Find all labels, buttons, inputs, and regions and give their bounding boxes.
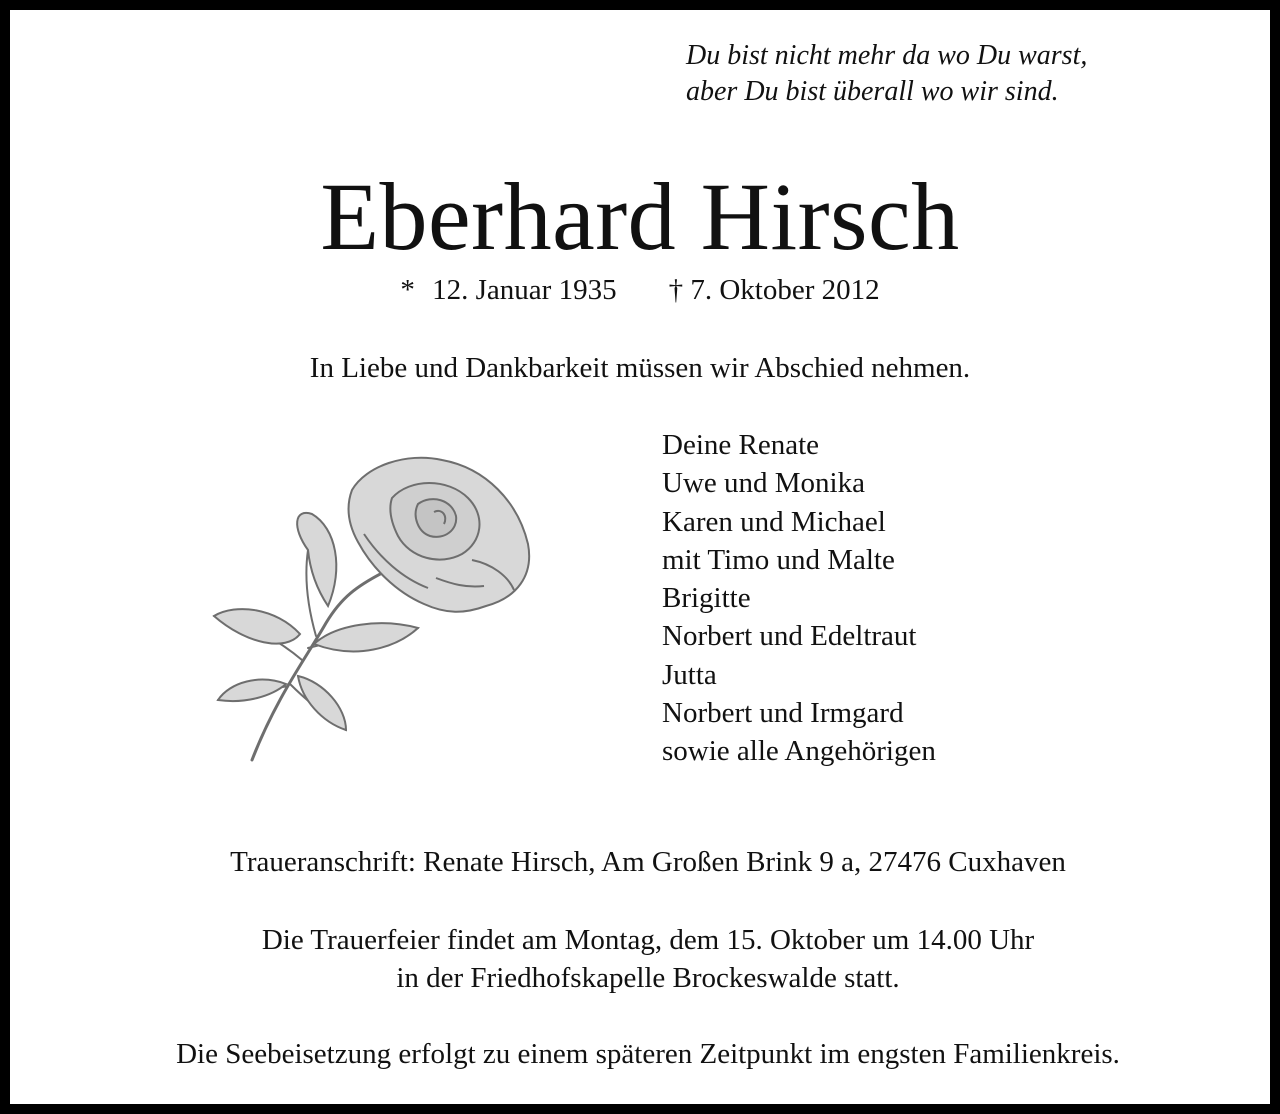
- motto-line-1: Du bist nicht mehr da wo Du warst,: [686, 40, 1088, 71]
- mourner-item: Jutta: [662, 658, 717, 691]
- mourning-address: Traueranschrift: Renate Hirsch, Am Großen Brink 9 a, 27476 Cuxhaven: [230, 846, 1066, 878]
- leaf-left: [214, 609, 300, 644]
- birth-date: 12. Januar 1935: [432, 274, 617, 306]
- funeral-service-info: [10, 921, 1280, 997]
- leaf-right: [314, 623, 418, 651]
- farewell-text: In Liebe und Dankbarkeit müssen wir Abschied nehmen.: [309, 352, 971, 384]
- mourner-item: sowie alle Angehörigen: [662, 735, 936, 768]
- leaf-top: [297, 513, 336, 606]
- mourner-item: Deine Renate: [662, 429, 820, 461]
- death-symbol: †: [668, 274, 684, 306]
- leaf-lower-right: [298, 676, 346, 730]
- mourner-item: Brigitte: [662, 582, 751, 615]
- mourner-item: Norbert und Irmgard: [662, 697, 904, 730]
- mourner-item: Uwe und Monika: [662, 467, 865, 500]
- mourners-list: [662, 426, 936, 771]
- rose-icon: [196, 438, 536, 768]
- death-date: 7. Oktober 2012: [690, 274, 880, 306]
- life-dates: [10, 272, 1270, 308]
- motto-quote: [686, 38, 1087, 110]
- birth-symbol: *: [400, 274, 415, 306]
- mourner-item: mit Timo und Malte: [662, 543, 895, 576]
- mourner-item: Karen und Michael: [662, 505, 886, 538]
- leaf-lower-left: [218, 680, 286, 701]
- motto-line-2: aber Du bist überall wo wir sind.: [686, 76, 1059, 107]
- rose-blossom: [349, 458, 530, 612]
- deceased-name: Eberhard Hirsch: [320, 163, 960, 270]
- sea-burial-info: Die Seebeisetzung erfolgt zu einem späteren Zeitpunkt im engsten Familienkreis.: [176, 1038, 1120, 1070]
- obituary-notice: [10, 10, 1270, 1104]
- service-line-1: Die Trauerfeier findet am Montag, dem 15. Oktober um 14.00 Uhr: [261, 924, 1035, 956]
- mourner-item: Norbert und Edeltraut: [662, 620, 917, 653]
- service-line-2: in der Friedhofskapelle Brockeswalde statt.: [396, 962, 900, 994]
